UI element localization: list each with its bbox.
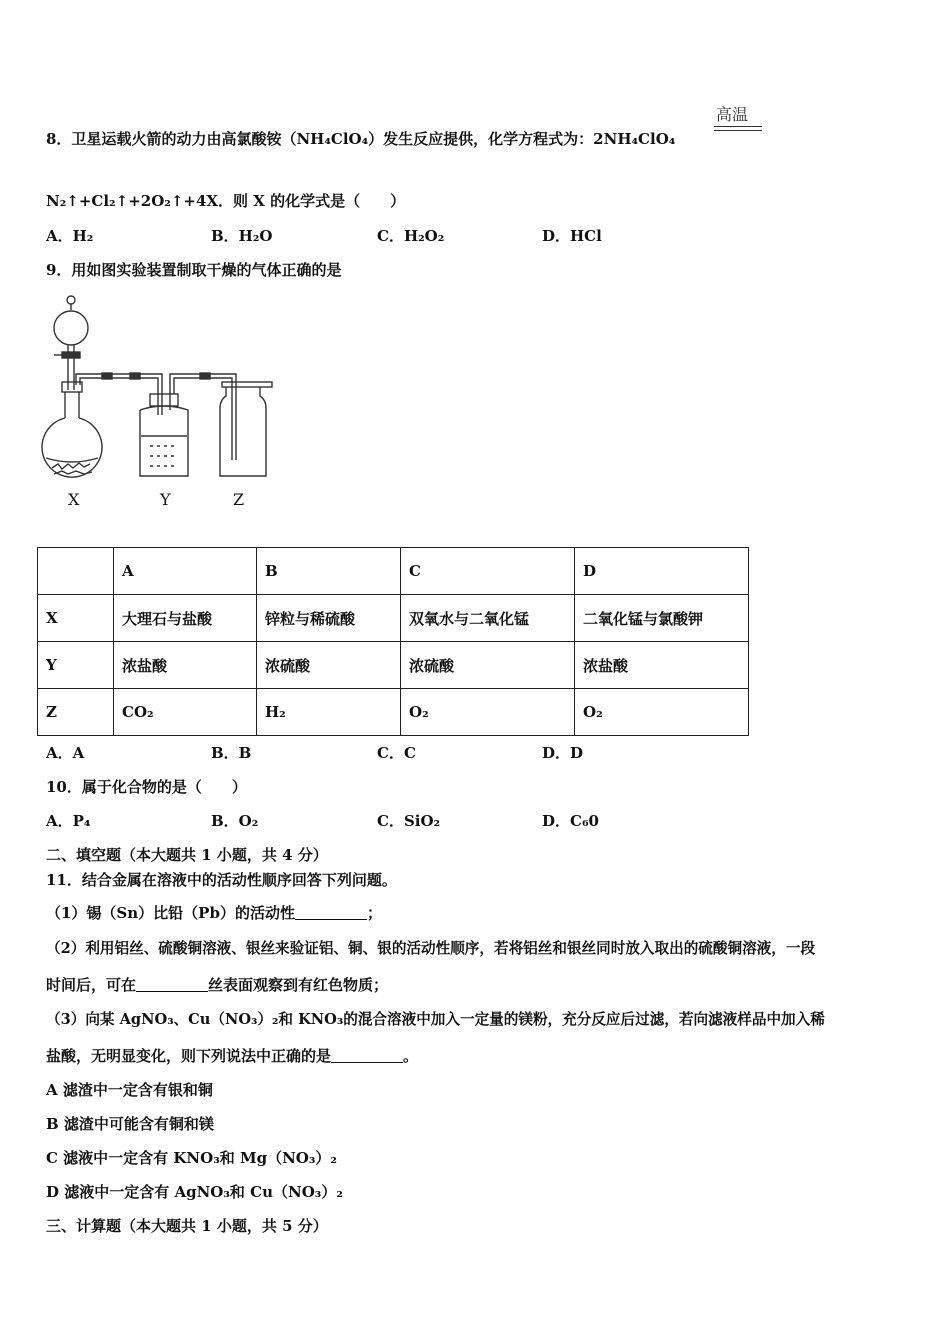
q11-part2-line2 bbox=[46, 974, 388, 995]
table-cell: O₂ bbox=[401, 689, 575, 736]
q9-option-c: C．C bbox=[377, 744, 416, 762]
reaction-condition-text: 高温 bbox=[716, 105, 749, 124]
q11-part3-text: 盐酸，无明显变化，则下列说法中正确的是 bbox=[46, 1047, 332, 1065]
table-cell: O₂ bbox=[575, 689, 749, 736]
q11-choice-a: A 滤渣中一定含有银和铜 bbox=[46, 1081, 213, 1099]
dropping-funnel-icon bbox=[54, 296, 88, 390]
wash-bottle-icon bbox=[140, 394, 188, 476]
answer-blank[interactable] bbox=[136, 977, 208, 992]
q9-table bbox=[37, 547, 749, 736]
q11-part1-text: （1）锡（Sn）比铅（Pb）的活动性 bbox=[46, 904, 295, 922]
table-cell: 浓硫酸 bbox=[257, 642, 401, 689]
q11-part2-text: 时间后，可在 bbox=[46, 976, 137, 994]
q8-option-a: A．H₂ bbox=[46, 227, 94, 245]
q8-option-d: D．HCl bbox=[542, 227, 602, 245]
answer-blank[interactable] bbox=[295, 905, 367, 920]
table-cell: D bbox=[575, 548, 749, 595]
table-row bbox=[38, 595, 749, 642]
table-header-row bbox=[38, 548, 749, 595]
connecting-tube-2-icon bbox=[170, 373, 236, 460]
q11-choice-b: B 滤渣中可能含有铜和镁 bbox=[46, 1115, 214, 1133]
q8-stem-continued: N₂↑+Cl₂↑+2O₂↑+4X．则 X 的化学式是（ ） bbox=[46, 192, 406, 210]
q8-option-c: C．H₂O₂ bbox=[377, 227, 445, 245]
section-heading-calc: 三、计算题（本大题共 1 小题，共 5 分） bbox=[46, 1217, 328, 1235]
table-cell: A bbox=[114, 548, 257, 595]
q9-option-d: D．D bbox=[542, 744, 584, 762]
q9-option-b: B．B bbox=[211, 744, 252, 762]
table-cell: C bbox=[401, 548, 575, 595]
figure-label-x: X bbox=[68, 490, 80, 509]
gas-bottle-icon bbox=[220, 382, 272, 476]
q11-part3-line2 bbox=[46, 1045, 418, 1066]
table-cell: B bbox=[257, 548, 401, 595]
table-cell: H₂ bbox=[257, 689, 401, 736]
table-cell bbox=[38, 548, 114, 595]
q11-choice-c: C 滤液中一定含有 KNO₃和 Mg（NO₃）₂ bbox=[46, 1149, 337, 1167]
table-cell: 浓硫酸 bbox=[401, 642, 575, 689]
q9-stem: 9．用如图实验装置制取干燥的气体正确的是 bbox=[46, 261, 342, 279]
table-cell: Y bbox=[38, 642, 114, 689]
q10-option-d: D．C₆0 bbox=[542, 812, 599, 830]
q11-part1-end: ； bbox=[366, 904, 382, 922]
table-cell: Z bbox=[38, 689, 114, 736]
table-cell: 浓盐酸 bbox=[114, 642, 257, 689]
figure-label-z: Z bbox=[233, 490, 245, 509]
table-cell: 浓盐酸 bbox=[575, 642, 749, 689]
answer-blank[interactable] bbox=[331, 1048, 403, 1063]
section-heading-fill: 二、填空题（本大题共 1 小题，共 4 分） bbox=[46, 846, 328, 864]
q11-part3-end: 。 bbox=[403, 1047, 419, 1065]
table-cell: 大理石与盐酸 bbox=[114, 595, 257, 642]
reaction-condition bbox=[716, 102, 748, 125]
q11-part1 bbox=[46, 902, 382, 923]
q10-stem: 10．属于化合物的是（ ） bbox=[46, 778, 247, 796]
q10-option-c: C．SiO₂ bbox=[377, 812, 441, 830]
q10-option-b: B．O₂ bbox=[211, 812, 259, 830]
q10-option-a: A．P₄ bbox=[46, 812, 91, 830]
q11-part2-line1: （2）利用铝丝、硫酸铜溶液、银丝来验证铝、铜、银的活动性顺序，若将铝丝和银丝同时放入取出的硫酸铜溶液，一段 bbox=[46, 940, 816, 957]
apparatus-figure bbox=[40, 290, 280, 515]
round-flask-icon bbox=[42, 382, 102, 477]
connecting-tube-icon bbox=[76, 373, 162, 415]
equals-bar-bottom bbox=[714, 130, 762, 131]
table-cell: 锌粒与稀硫酸 bbox=[257, 595, 401, 642]
q11-part3-line1: （3）向某 AgNO₃、Cu（NO₃）₂和 KNO₃的混合溶液中加入一定量的镁粉，充分反应后过滤，若向滤液样品中加入稀 bbox=[46, 1011, 825, 1028]
table-cell: X bbox=[38, 595, 114, 642]
table-cell: CO₂ bbox=[114, 689, 257, 736]
equals-bar-top bbox=[714, 126, 762, 127]
table-row bbox=[38, 642, 749, 689]
q8-stem: 8．卫星运载火箭的动力由高氯酸铵（NH₄ClO₄）发生反应提供，化学方程式为：2NH₄ClO₄ bbox=[46, 130, 676, 148]
table-cell: 二氧化锰与氯酸钾 bbox=[575, 595, 749, 642]
q9-option-a: A．A bbox=[46, 744, 85, 762]
table-row bbox=[38, 689, 749, 736]
q8-option-b: B．H₂O bbox=[211, 227, 273, 245]
q11-part2-end: 丝表面观察到有红色物质； bbox=[208, 976, 389, 994]
q11-stem: 11．结合金属在溶液中的活动性顺序回答下列问题。 bbox=[46, 871, 397, 889]
q11-choice-d: D 滤液中一定含有 AgNO₃和 Cu（NO₃）₂ bbox=[46, 1183, 343, 1201]
table-cell: 双氧水与二氧化锰 bbox=[401, 595, 575, 642]
figure-label-y: Y bbox=[160, 490, 171, 509]
